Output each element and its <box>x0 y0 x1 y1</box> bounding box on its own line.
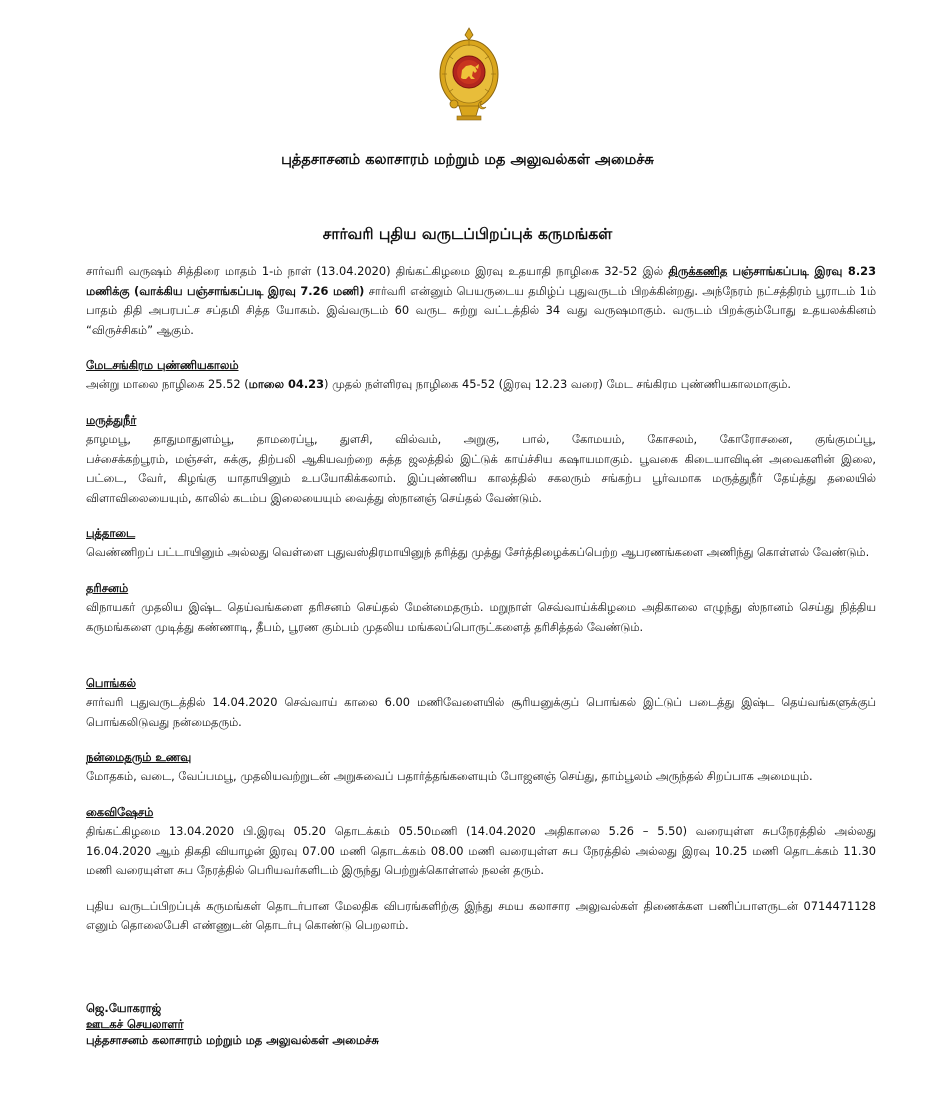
section-darshan <box>86 579 876 637</box>
document-title: சார்வரி புதிய வருடப்பிறப்புக் கருமங்கள் <box>322 225 613 243</box>
section-heading: புத்தாடை <box>86 526 136 541</box>
signature-block <box>86 1000 379 1048</box>
section-body: மோதகம், வடை, வேப்பமபூ, முதலியவற்றுடன் அறுசுவைப் பதார்த்தங்களையும் போஜனஞ் செய்து, தாம்பூலம் அருந்தல் சிறப்பாக அமையும். <box>86 769 813 784</box>
section-new-clothes <box>86 524 876 563</box>
section-body: பச்சைக்கற்பூரம், மஞ்சள், சுக்கு, திற்பலி ஆகியவற்றை சுத்த ஜலத்தில் இட்டுக் காய்ச்சிய கஷாயமாகும். பூவகை கிடையாவிடின் அவைகளின் இலை, பட்டை, வேர், கிழங்கு யாதாயினும் உபயோகிக்கலாம். இப்புண்ணிய காலத்தில் சகலரும் சங்கற்ப பூர்வமாக மருத்துநீர் தேய்த்து தலையில் விளாவிலையையும், காலில் கடம்ப இலையையும் வைத்து ஸ்நானஞ் செய்தல் வேண்டும். <box>86 451 876 505</box>
section-text: ) முதல் நள்ளிரவு நாழிகை 45-52 (இரவு 12.23 வரை) மேட சங்கிரம புண்ணியகாலமாகும். <box>324 377 792 392</box>
section-text: அன்று மாலை நாழிகை 25.52 ( <box>86 377 249 392</box>
signatory-role: ஊடகச் செயலாளர் <box>86 1017 184 1031</box>
section-heading: தரிசனம் <box>86 580 129 595</box>
intro-bold-1: திருக்கணித <box>668 264 728 278</box>
section-contact <box>86 897 876 936</box>
contact-paragraph: புதிய வருடப்பிறப்புக் கருமங்கள் தொடர்பான மேலதிக விபரங்களிற்கு இந்து சமய கலாசார அலுவல்கள் திணைக்கள பணிப்பாளருடன் 0714471128 எனும் தொலைபேசி எண்ணுடன் தொடர்பு கொண்டு பெறலாம். <box>86 898 876 933</box>
intro-text-1: சார்வரி வருஷம் சித்திரை மாதம் 1-ம் நாள் (13.04.2020) திங்கட்கிழமை இரவு உதயாதி நாழிகை 32-52 இல் <box>86 264 669 278</box>
document-body <box>86 262 876 936</box>
section-food <box>86 748 876 787</box>
section-bold-time: மாலை 04.23 <box>248 377 325 392</box>
section-body: திங்கட்கிழமை 13.04.2020 பி.இரவு 05.20 தொடக்கம் 05.50மணி (14.04.2020 அதிகாலை 5.26 – 5.50) வரையுள்ள சுபநேரத்தில் அல்லது 16.04.2020 ஆம் திகதி வியாழன் இரவு 07.00 மணி தொடக்கம் 08.00 மணி வரையுள்ள சுப நேரத்தில் அல்லது இரவு 10.25 மணி தொடக்கம் 11.30 மணி வரையுள்ள சுப நேரத்தில் பெரியவர்களிடம் இருந்து பெற்றுக்கொள்ளல் நலன் தரும். <box>86 823 876 878</box>
intro-text-2: சார்வரி என்னும் பெயருடைய தமிழ்ப் புதுவருடம் பிறக்கின்றது. அந்நேரம் நட்சத்திரம் பூராடம் 1ம் பாதம் திதி அபரபட்ச சப்தமி சித்த யோகம். இவ்வருடம் 60 வருட சுற்று வட்டத்தில் 34 வது வருஷமாகும். வருடம் பிறக்கும்போது உதயலக்கினம் “விருச்சிகம்” ஆகும். <box>86 283 876 337</box>
section-pongal <box>86 674 876 732</box>
emblem-logo <box>437 26 501 122</box>
section-heading: மருத்துநீர் <box>86 412 137 427</box>
section-maruthuneer <box>86 411 876 508</box>
emblem-icon <box>437 26 501 122</box>
section-heading: கைவிஷேசம் <box>86 804 154 819</box>
section-heading: நன்மைதரும் உணவு <box>86 750 192 765</box>
intro-paragraph <box>86 262 876 340</box>
section-heading: மேடசங்கிரம புண்ணியகாலம் <box>86 358 239 373</box>
section-kaivishesham <box>86 803 876 881</box>
section-body: சார்வரி புதுவருடத்தில் 14.04.2020 செவ்வாய் காலை 6.00 மணிவேளையில் சூரியனுக்குப் பொங்கல் இட்டுப் படைத்து இஷ்ட தெய்வங்களுக்குப் பொங்கலிடுவது நன்மைதரும். <box>86 695 876 729</box>
section-mesha-sankranti <box>86 356 876 395</box>
section-body: விநாயகர் முதலிய இஷ்ட தெய்வங்களை தரிசனம் செய்தல் மேன்மைதரும். மறுநாள் செவ்வாய்க்கிழமை அதிகாலை எழுந்து ஸ்நானம் செய்து நித்திய கருமங்களை முடித்து கண்ணாடி, தீபம், பூரண கும்பம் முதலிய மங்கலப்பொருட்களைத் தரிசித்தல் வேண்டும். <box>86 599 876 634</box>
intro-bold-2: பஞ்சாங்கப்படி இரவு 8.23 மணிக்கு (வாக்கிய பஞ்சாங்கப்படி இரவு 7.26 மணி) <box>86 264 876 298</box>
section-body <box>86 375 876 395</box>
section-heading: பொங்கல் <box>86 676 137 691</box>
section-body-line1: தாழமபூ, தாதுமாதுளம்பூ, தாமரைப்பூ, துளசி, வில்வம், அறுகு, பால், கோமயம், கோசலம், கோரோசனை, குங்குமப்பூ, <box>86 431 876 446</box>
section-body: வெண்ணிறப் பட்டாயினும் அல்லது வெள்ளை புதுவஸ்திரமாயினுந் தரித்து முத்து சேர்த்திழைக்கப்பெற்ற ஆபரணங்களை அணிந்து கொள்ளல் வேண்டும். <box>86 545 870 560</box>
ministry-title: புத்தசாசனம் கலாசாரம் மற்றும் மத அலுவல்கள் அமைச்சு <box>281 152 654 168</box>
signatory-organization: புத்தசாசனம் கலாசாரம் மற்றும் மத அலுவல்கள் அமைச்சு <box>86 1033 379 1047</box>
signatory-name: ஜெ.யோகராஜ் <box>86 1001 162 1015</box>
